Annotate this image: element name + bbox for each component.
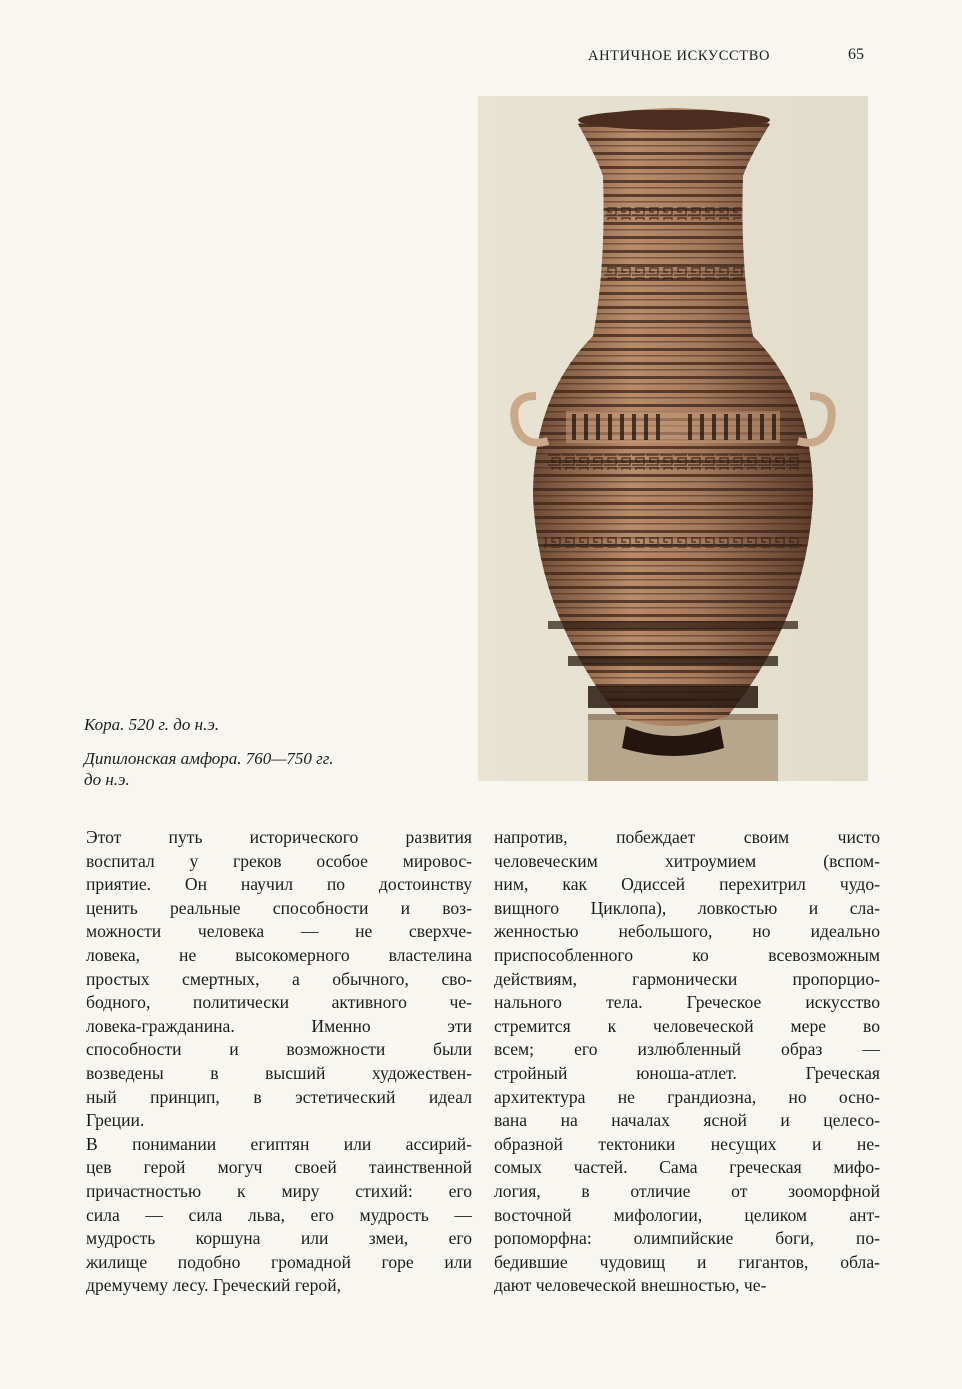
text-line: Греции.: [86, 1110, 145, 1131]
text-line: приятие. Он научил по достоинству: [86, 874, 472, 895]
text-line: сила — сила льва, его мудрость —: [86, 1204, 472, 1225]
text-line: цев герой могуч своей таинственной: [86, 1157, 472, 1178]
text-line: приспособленного ко всевозможным: [494, 944, 880, 965]
text-line: напротив, побеждает своим чисто: [494, 827, 880, 847]
text-line: человеческим хитроумием (вспом-: [494, 850, 880, 871]
text-line: бодного, политически активного че-: [86, 992, 472, 1013]
text-line: вищного Циклопа), ловкостью и сла-: [494, 897, 880, 918]
running-head: АНТИЧНОЕ ИСКУССТВО: [588, 48, 771, 64]
text-line: дремучему лесу. Греческий герой,: [86, 1275, 342, 1296]
caption-amphora-line2: до н.э.: [84, 770, 130, 789]
amphora-illustration: [478, 96, 868, 781]
text-line: мудрость коршуна или змеи, его: [86, 1228, 472, 1249]
text-line: женностью небольшого, но идеально: [494, 921, 880, 942]
text-line: нального тела. Греческое искусство: [494, 992, 880, 1013]
left-paragraph-1: [86, 826, 472, 1133]
text-line: стремится к человеческой мере во: [494, 1015, 880, 1036]
text-line: причастностью к миру стихий: его: [86, 1180, 472, 1201]
captions: [84, 714, 444, 803]
text-line: можности человека — не сверхче-: [86, 921, 472, 942]
text-line: жилище подобно громадной горе или: [86, 1251, 472, 1272]
caption-amphora-line1: Дипилонская амфора. 760—750 гг.: [84, 749, 334, 768]
text-line: ропоморфна: олимпийские боги, по-: [494, 1228, 880, 1249]
text-line: образной тектоники несущих и не-: [494, 1133, 880, 1154]
text-line: дают человеческой внешностью, че-: [494, 1275, 767, 1296]
caption-amphora: [84, 748, 444, 790]
right-column: [494, 826, 880, 1298]
text-line: возведены в высший художествен-: [86, 1062, 472, 1083]
left-column: [86, 826, 472, 1298]
text-line: ловека-гражданина. Именно эти: [86, 1015, 472, 1036]
text-line: восточной мифологии, целиком ант-: [494, 1204, 880, 1225]
text-line: Этот путь исторического развития: [86, 827, 472, 847]
caption-kora: Кора. 520 г. до н.э.: [84, 715, 220, 734]
text-line: простых смертных, а обычного, сво-: [86, 968, 472, 989]
text-line: действиям, гармонически пропорцио-: [494, 968, 880, 989]
page-number: 65: [848, 46, 864, 63]
text-line: В понимании египтян или ассирий-: [86, 1133, 472, 1154]
text-line: сомых частей. Сама греческая мифо-: [494, 1157, 880, 1178]
text-line: всем; его излюбленный образ —: [494, 1039, 880, 1060]
text-line: архитектура не грандиозна, но осно-: [494, 1086, 880, 1107]
text-line: ловека, не высокомерного властелина: [86, 944, 472, 965]
right-paragraph-1: [494, 826, 880, 1298]
text-line: бедившие чудовищ и гигантов, обла-: [494, 1251, 880, 1272]
text-line: ный принцип, в эстетический идеал: [86, 1086, 472, 1107]
text-line: ним, как Одиссей перехитрил чудо-: [494, 874, 880, 895]
left-paragraph-2: [86, 1133, 472, 1298]
text-line: воспитал у греков особое мировос-: [86, 850, 472, 871]
text-line: логия, в отличие от зооморфной: [494, 1180, 880, 1201]
text-line: стройный юноша-атлет. Греческая: [494, 1062, 880, 1083]
amphora-photo: [478, 96, 868, 781]
text-line: способности и возможности были: [86, 1039, 472, 1060]
text-line: ценить реальные способности и воз-: [86, 897, 472, 918]
text-line: вана на началах ясной и целесо-: [494, 1110, 880, 1131]
